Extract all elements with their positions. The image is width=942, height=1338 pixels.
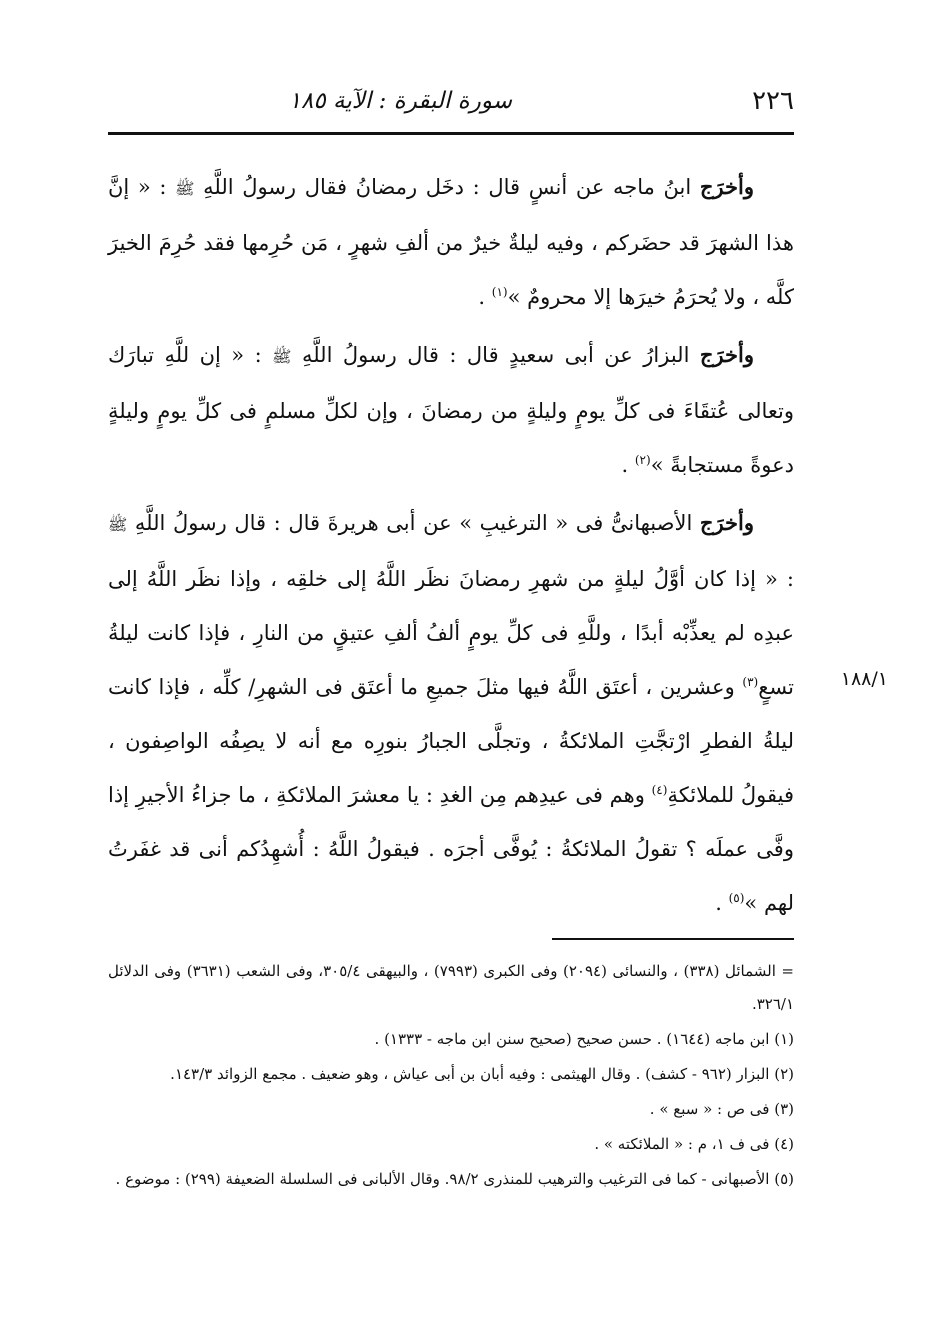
paragraph-end: . — [621, 453, 635, 477]
paragraph-end: . — [715, 891, 729, 915]
paragraph-end: . — [478, 285, 492, 309]
paragraph-text: البزارُ عن أبى سعيدٍ قال : قال رسولُ اللَّهِ — [291, 343, 700, 367]
paragraph-lead: وأخرَج — [699, 174, 754, 199]
footnote-rule — [552, 938, 794, 940]
page-number: ٢٢٦ — [752, 86, 794, 116]
paragraph-lead: وأخرَج — [699, 510, 754, 535]
paragraph-text: وعشرين ، أعتَق اللَّهُ فيها مثلَ جميعِ ما أعتَق فى الشهرِ/ كلِّه ، فإذا كانت ليلةُ الفطرِ ارْتجَّتِ الملائكةُ ، وتجلَّى الجبارُ بنورِه مع أنه لا يصِفُه الواصِفون ، فيقولُ للملائكةِ — [108, 675, 794, 807]
paragraph-text: ابنُ ماجه عن أنسٍ قال : دخَل رمضانُ فقال رسولُ اللَّهِ — [194, 175, 700, 199]
paragraph-1 — [108, 160, 794, 324]
running-title: سورة البقرة : الآية ١٨٥ — [288, 88, 512, 114]
body-text — [108, 160, 794, 934]
footnote-ref: (٣) — [742, 675, 759, 689]
footnote-ref: (٢) — [634, 453, 651, 467]
page-header — [108, 82, 794, 126]
footnote-ref: (٥) — [728, 891, 745, 905]
footnotes — [108, 955, 794, 1198]
paragraph-text: الأصبهانىُّ فى « الترغيبِ » عن أبى هريرةَ قال : قال رسولُ اللَّهِ — [127, 511, 700, 535]
header-rule — [108, 132, 794, 135]
margin-note: ١٨٨/١ — [840, 668, 888, 690]
footnote-1: (١) ابن ماجه (١٦٤٤) . حسن صحيح (صحيح سنن ابن ماجه - ١٣٣٣) . — [374, 1030, 794, 1048]
honorific-glyph: ﷺ — [175, 179, 195, 198]
paragraph-3 — [108, 496, 794, 930]
footnote-2: (٢) البزار (٩٦٢ - كشف) . وقال الهيثمى : وفيه أبان بن أبى عياش ، وهو ضعيف . مجمع الزوائد ١٤٣/٣. — [170, 1065, 794, 1083]
paragraph-text: وهم فى عيدِهم مِن الغدِ : يا معشرَ الملائكةِ ، ما جزاءُ الأجيرِ إذا وفَّى عملَه ؟ تقولُ الملائكةُ : يُوفَّى أجرَه . فيقولُ اللَّهُ : أُشهِدُكم أنى قد غفَرتُ لهم » — [108, 783, 794, 915]
footnote-4: (٤) فى ف ١، م : « الملائكته » . — [594, 1135, 794, 1153]
honorific-glyph: ﷺ — [108, 515, 128, 534]
paragraph-text: : « إنَّ هذا الشهرَ قد حضَركم ، وفيه ليلةٌ خيرٌ من ألفِ شهرٍ ، مَن حُرِمها فقد حُرِمَ الخيرَ كلَّه ، ولا يُحرَمُ خيرَها إلا محرومٌ » — [108, 175, 794, 309]
paragraph-text: : « إن للَّهِ تبارَك وتعالى عُتقَاءَ فى كلِّ يومٍ وليلةٍ من رمضانَ ، وإن لكلِّ مسلمٍ فى كلِّ يومٍ وليلةٍ دعوةً مستجابةً » — [108, 343, 794, 477]
footnote-5: (٥) الأصبهانى - كما فى الترغيب والترهيب للمنذرى ٩٨/٢. وقال الألبانى فى السلسلة الضعيفة (٢٩٩) : موضوع . — [115, 1170, 794, 1188]
paragraph-text: : « إذا كان أوَّلُ ليلةٍ من شهرِ رمضانَ نظَر اللَّهُ إلى خلقِه ، وإذا نظَر اللَّهُ إلى عبدِه لم يعذِّبْه أبدًا ، وللَّهِ فى كلِّ يومٍ ألفُ ألفِ عتيقٍ من النارِ ، فإذا كانت ليلةُ تسعٍ — [108, 567, 794, 699]
footnote-ref: (٤) — [651, 783, 668, 797]
paragraph-lead: وأخرَج — [699, 342, 754, 367]
footnote-3: (٣) فى ص : « سبع » . — [649, 1100, 794, 1118]
footnote-ref: (١) — [491, 285, 508, 299]
footnote-continuation: = الشمائل (٣٣٨) ، والنسائى (٢٠٩٤) وفى الكبرى (٧٩٩٣) ، والبيهقى ٣٠٥/٤، وفى الشعب (٣٦٣١) وفى الدلائل ٣٢٦/١. — [108, 962, 794, 1013]
honorific-glyph: ﷺ — [272, 347, 292, 366]
paragraph-2 — [108, 328, 794, 492]
